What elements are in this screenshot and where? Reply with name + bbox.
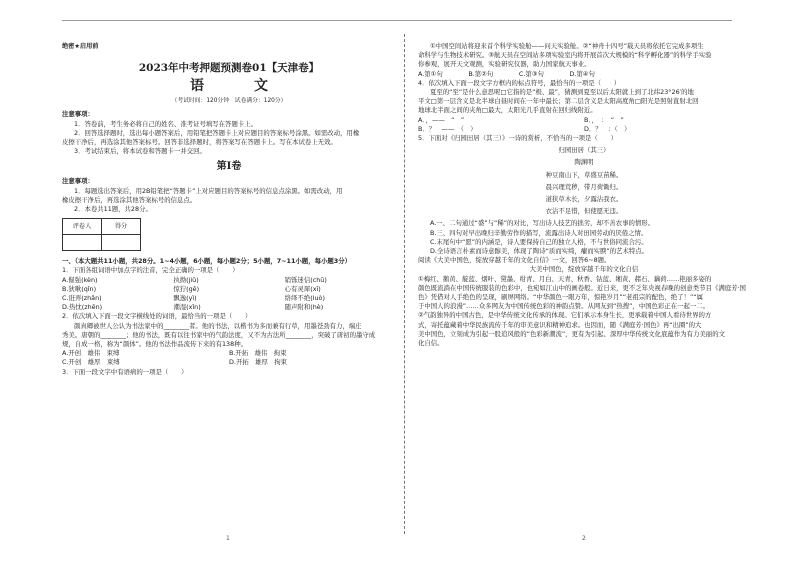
fold-line (404, 34, 405, 534)
q5-option: D.全诗语言朴素而诗意醇美，体现了陶诗“质而实绮，癯而实腴”的艺术特点。 (430, 247, 649, 256)
q5-option: B.三、四句对早出晚归辛勤劳作的描写，流露出诗人对田园劳动的厌倦之情。 (430, 228, 648, 237)
poem-title: 归园田居（其三） (558, 146, 610, 155)
secret-mark: 绝密★启用前 (62, 43, 99, 50)
exam-info: （考试时间：120分钟 试卷满分：120分） (171, 98, 287, 105)
q1-option: 执拗(jiǔ) (173, 275, 199, 284)
reading-intro: 阅读《大美中国色，绽放穿越千年的文化自信》一文，回答6~8题。 (418, 256, 611, 265)
reading-paragraph-line: ①梅红、鹅黄、靛蓝、烟叶、黛墨、绀青、月白、天青、秋香、钴蓝、缃黄、赭石、藕荷……艳丽多姿的 (418, 274, 712, 283)
q1-option: 络绎不绝(luò) (284, 294, 325, 303)
q1-option: 随声附和(hè) (284, 303, 324, 312)
q5-stem: 5．下面对《归园田居（其三）》一诗的赏析，不恰当的一项是（ ） (418, 134, 617, 143)
q4-option: D．？ ：（ ） (584, 124, 631, 133)
right-column (418, 42, 750, 348)
q3-passage-line: 命科学与生物技术研究。③航天员在空间站多项实验室内将开展首次大规模的“科学孵化器”的科学手实验 (418, 51, 712, 60)
q1-stem: 1．下面各组词语中加点字的注音，完全正确的一项是（ ） (62, 266, 239, 275)
q3-passage-line: 你参观，展开天文观测，实验研究仪器，助力国家航天事业。 (418, 60, 591, 69)
q1-option: 潮湿(xǐn) (173, 303, 201, 312)
q4-option: A．，—— “ ” (418, 115, 465, 124)
exam-title: 2023年中考押题预测卷01【天津卷】 (138, 62, 320, 75)
page-number-right: 2 (582, 535, 586, 542)
q2-option: A.开创 雄伟 束缚 (62, 349, 120, 358)
q1-option: 惊狞(gē) (173, 284, 200, 293)
q4-option: B．？ —— （ ） (418, 124, 477, 133)
page-number-left: 1 (226, 535, 230, 542)
poem-line: 种豆南山下，草盛豆苗稀。 (545, 170, 623, 179)
reading-paragraph-line: 于中国人的浪漫”……众多网友为中国传统色彩的神韵点赞。从网友到“热搜”，中国色彩正在一起一二。 (418, 302, 710, 311)
q2-passage-line: 颜真卿被世人公认为书法家中的________者。他的书法，以楷书为多而兼有行草，用墨苍劲有力，端庄 (74, 321, 362, 330)
reading-title: 大美中国色，绽放穿越千年的文化自信 (529, 265, 639, 274)
q5-option: C.末尾句中“愿”的内涵是，诗人要保持自己的独立人格，不与世俗同流合污。 (430, 237, 648, 246)
q4-option-row (418, 125, 750, 134)
q2-option: C.开创 雄厚 束缚 (62, 358, 120, 367)
notice-item: 3．考试结束后，将本试卷和答题卡一并交回。 (74, 147, 206, 156)
q2-passage-line: 秀美。唐朝的________；他的书法，既有以往书家中的气韵法度，又不为古法所________，突破了唐初的墨守成 (62, 330, 376, 339)
poem-line: 衣沾不足惜，但使愿无违。 (545, 207, 623, 216)
q2-passage-line: 规，自成一格，称为“颜体”。他的书法作品流传下来的有138种。 (62, 340, 247, 349)
subject-title: 语 文 (190, 78, 286, 95)
score-cell: 得分 (102, 219, 141, 235)
notice-item: 1．答卷前，考生务必将自己的姓名、准考证号填写在答题卡上。 (74, 119, 258, 128)
q4-stem: 4．依次填入下面一段文字方框内的标点符号，最恰当的一项是（ ） (418, 78, 621, 87)
poem-author: 陶渊明 (574, 158, 594, 167)
top-rule (62, 20, 732, 21)
reading-paragraph-line: 色》凭借对人手绝色的呈现，刷屏网络。“中华颜色一眼万年，惊艳岁月”“老祖宗的配色，绝了！”“属 (418, 293, 703, 302)
notice-heading: 注意事项： (62, 110, 94, 119)
reading-paragraph-line: ②气韵独异的中国古色，是中华传统文化传承的体现。它们承示本身生长，更承载着中国人看待世界的方 (418, 311, 712, 320)
q3-options: A.第①句 B.第②句 C.第③句 D.第④句 (418, 69, 595, 78)
notice-item: 2．回答选择题时，选出每小题答案后，用铅笔把答题卡上对应题目的答案标号涂黑。如需改动，用橡 (74, 128, 360, 137)
reading-paragraph-line: 化自信。 (418, 339, 444, 348)
score-table (62, 218, 141, 251)
q2-option: D.开拓 雄厚 拘束 (229, 358, 288, 367)
q1-option: D.热忱(zhēn) (62, 303, 103, 312)
left-column (62, 42, 396, 377)
poem-line: 道狭草木长，夕露沾我衣。 (545, 195, 623, 204)
score-blank (102, 235, 141, 251)
notice-item: 皮擦干净后，再选涂其他答案标号。回答非选择题时，将答案写在答题卡上。写在本试卷上无效。 (62, 138, 337, 147)
q4-passage-line: 夏至的“至”是什么意思呢□它指的是“极、最”，猜测到夏至以后太阳就上到了北纬23°26′的地 (430, 88, 694, 97)
reading-paragraph-line: 颜色既流淌在中国传统服装的色彩中，也宛如江山中的画卷般。近日来，更不乏年央视春晚的创意类节目《满庭芳·国 (418, 283, 746, 292)
poem-block (418, 146, 750, 216)
volume-title: 第Ⅰ卷 (216, 161, 242, 173)
section-heading: 一、（本大题共11小题，共28分。1~4小题，6小题，每小题2分；5小题，7~11小题，每小题3分） (62, 257, 351, 266)
q5-option: A.一、二句通过“盛”与“稀”的对比，写出诗人技艺的拙劣，却不善农事的情形。 (430, 219, 655, 228)
poem-line: 晨兴理荒秽，带月荷锄归。 (545, 182, 623, 191)
q4-passage-line: 平文□第一层含义是北半球白昼时间在一年中最长；第二层含义是太阳高度角□阳光是照射直射北回 (418, 97, 699, 106)
q4-option-row (418, 116, 750, 125)
notice2-heading: 注意事项： (62, 177, 94, 186)
grader-cell: 评卷人 (63, 219, 102, 235)
q1-option: 心有灵犀(xī) (284, 284, 321, 293)
notice2-item: 1．每题选出答案后，用2B铅笔把“答题卡”上对应题目的答案标号的信息点涂黑。如需改动，用 (74, 186, 343, 195)
q1-option: B.狄啾(qǐn) (62, 284, 97, 293)
grader-blank (63, 235, 102, 251)
q4-option: B．， ： “ ” (584, 115, 624, 124)
q1-option: 飘逸(yì) (173, 294, 197, 303)
q1-option: C.诳弄(zhǎn) (62, 294, 102, 303)
q3-stem: 3．下面一段文字中有语病的一项是（ ） (62, 367, 188, 376)
q1-option: A.倔强(kèn) (62, 275, 98, 284)
q1-option: 销铄迷信(chū) (284, 275, 327, 284)
q2-stem: 2．依次填入下面一段文字横线处的词语，最恰当的一项是（ ） (62, 312, 252, 321)
reading-paragraph-line: 式，寄托蕴藏着中华民族流传千年的审美意识和精神追求。也因而，随《满庭芳·国色》再“出圈”的大 (418, 320, 702, 329)
q1-option-row (62, 303, 396, 312)
q3-passage-line: ①中国空间站将迎来首个科学实验舱——问天实验舱。②“神舟十四号”载天员将依托它完成多项生 (430, 42, 704, 50)
q4-passage-line: 地球北半面之间的夹角□最大，太阳光几乎直射在回归线附近。 (418, 106, 597, 115)
q1-option-row (62, 285, 396, 294)
q2-option-row (62, 358, 396, 367)
reading-paragraph-line: 美中国色，立刻成为引起一股追风般的“色彩新潮流”，更有为引起、深厚中华传统文化底蕴作为有力美丽的文 (418, 329, 725, 338)
q1-option-row (62, 294, 396, 303)
q2-option: B.开拓 雄伟 拘束 (229, 349, 287, 358)
q1-option-row (62, 276, 396, 285)
notice2-item: 橡皮擦干净后，再选涂其他答案标号的信息点。 (62, 195, 197, 204)
notice2-item: 2．本卷共11题，共28分。 (74, 205, 152, 214)
